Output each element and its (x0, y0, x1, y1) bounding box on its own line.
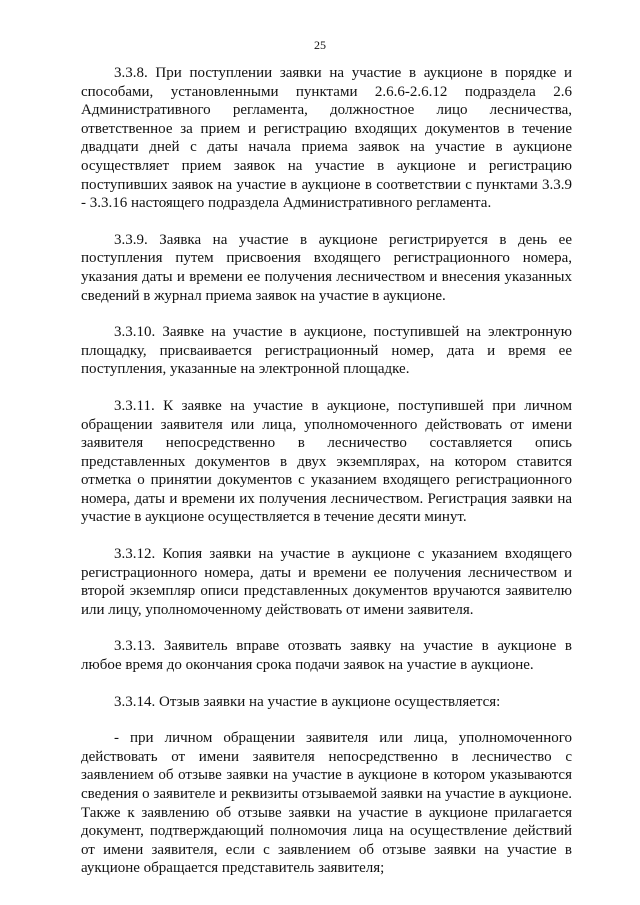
paragraph-3-3-12: 3.3.12. Копия заявки на участие в аукционе с указанием входящего регистрационного номера, даты и времени ее получения лесничеством и второй экземпляр описи представленных документов вручаются заявителю или лицу, уполномоченному действовать от имени заявителя. (81, 546, 572, 618)
paragraph-3-3-9: 3.3.9. Заявка на участие в аукционе регистрируется в день ее поступления путем присвоения входящего регистрационного номера, указания даты и времени ее получения лесничеством и внесения указанных сведений в журнал приема заявок на участие в аукционе. (81, 231, 572, 304)
paragraph-3-3-8: 3.3.8. При поступлении заявки на участие в аукционе в порядке и способами, установленными пунктами 2.6.6-2.6.12 подраздела 2.6 Административного регламента, должностное лицо лесничества, ответственное за прием и регистрацию входящих документов в течение двадцати дней с даты начала приема заявок на участие в аукционе осуществляет прием заявок на участие в аукционе и регистрацию поступивших заявок на участие в аукционе в соответствии с пунктами 3.3.9 - 3.3.16 настоящего подраздела Административного регламента. (81, 65, 572, 212)
paragraph-withdrawal-in-person: - при личном обращении заявителя или лица, уполномоченного действовать от имени заявителя непосредственно в лесничество с заявлением об отзыве заявки на участие в аукционе в котором указываются сведения о заявителе и реквизиты отзываемой заявки на участие в аукционе. Также к заявлению об отзыве заявки на участие в аукционе прилагается документ, подтверждающий полномочия лица на осуществление действий от имени заявителя, если с заявлением об отзыве заявки на участие в аукционе обращается представитель заявителя; (81, 730, 572, 877)
paragraph-3-3-13: 3.3.13. Заявитель вправе отозвать заявку на участие в аукционе в любое время до окончания срока подачи заявок на участие в аукционе. (81, 638, 572, 674)
paragraph-3-3-10: 3.3.10. Заявке на участие в аукционе, поступившей на электронную площадку, присваивается регистрационный номер, дата и время ее поступления, указанные на электронной площадке. (81, 324, 572, 378)
page-number: 25 (314, 38, 326, 52)
document-body (81, 64, 572, 896)
paragraph-3-3-14: 3.3.14. Отзыв заявки на участие в аукционе осуществляется: (114, 693, 501, 710)
paragraph-3-3-11: 3.3.11. К заявке на участие в аукционе, поступившей при личном обращении заявителя или лица, уполномоченного действовать от имени заявителя непосредственно в лесничество составляется опись представленных документов в двух экземплярах, на котором ставится отметка о принятии документов с указанием входящего регистрационного номера, даты и времени их получения лесничеством. Регистрация заявки на участие в аукционе осуществляется в течение десяти минут. (81, 397, 572, 526)
